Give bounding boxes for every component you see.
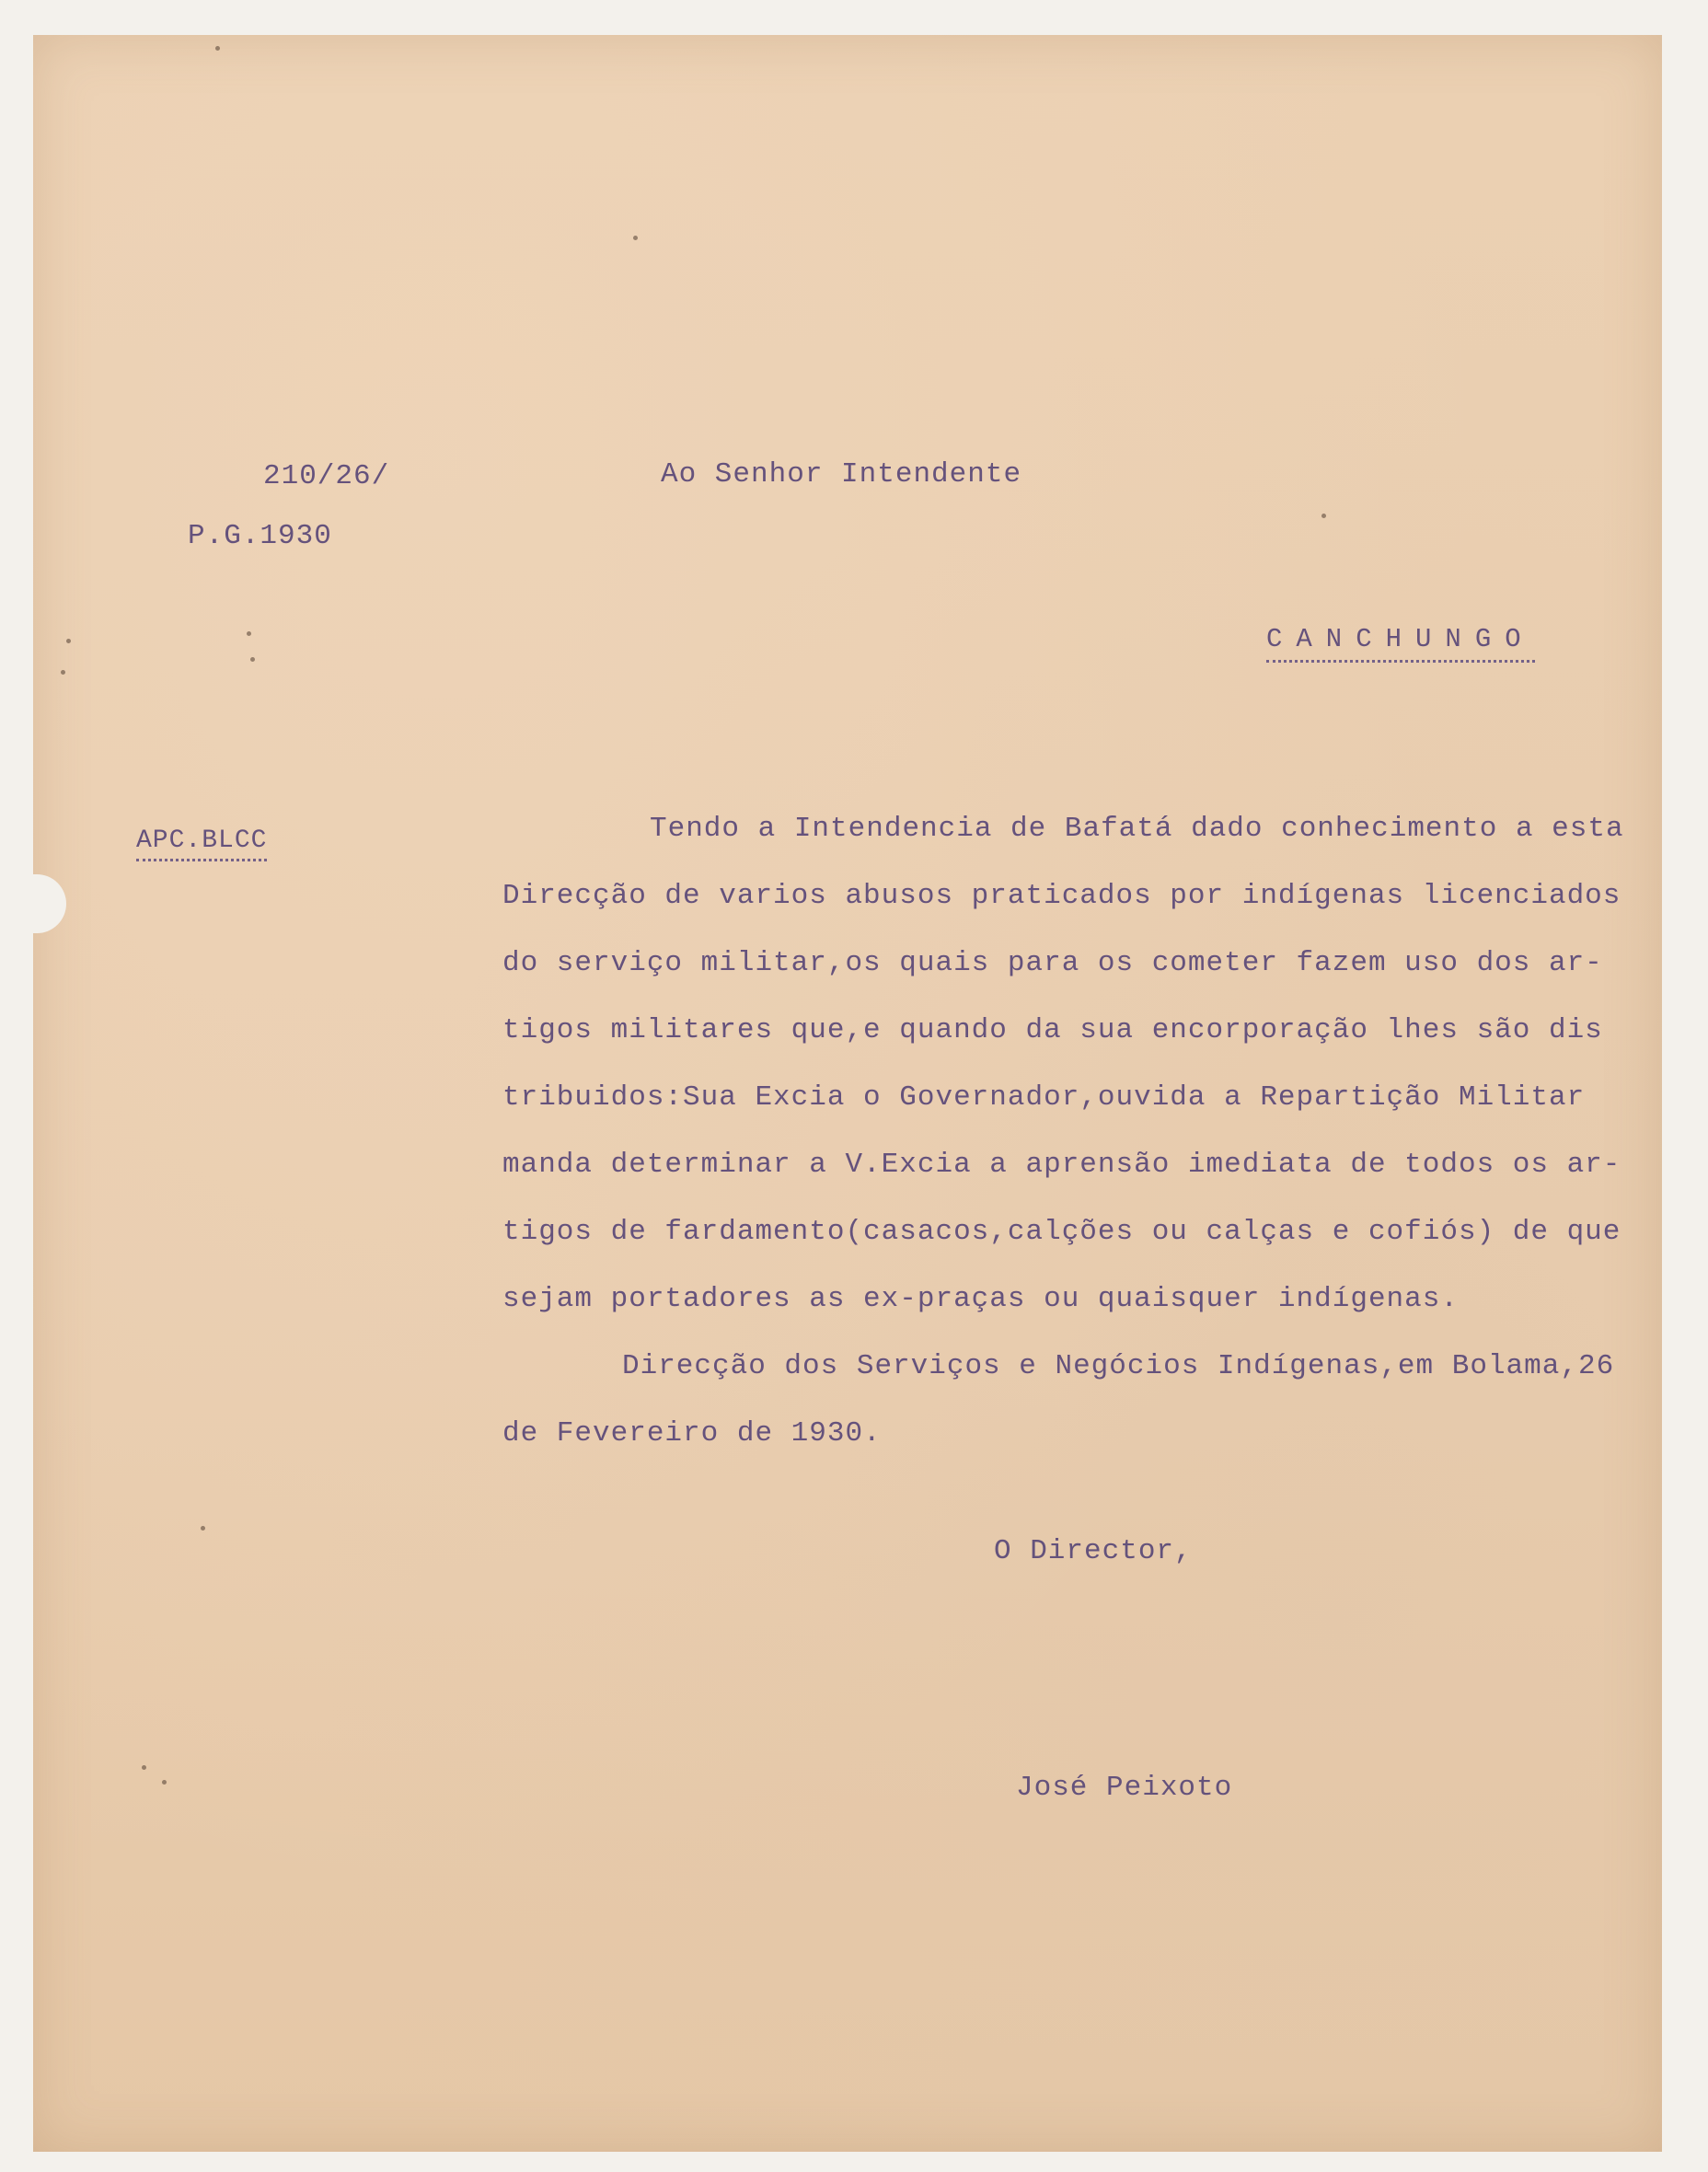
letter-body bbox=[502, 795, 1653, 1467]
ink-speck bbox=[201, 1526, 205, 1531]
body-line: tribuidos:Sua Excia o Governador,ouvida a Repartição Militar bbox=[502, 1081, 1586, 1114]
ink-speck bbox=[142, 1765, 146, 1770]
body-line: Direcção de varios abusos praticados por indígenas licenciados bbox=[502, 880, 1621, 912]
paper-tear bbox=[33, 874, 66, 933]
closing: O Director, bbox=[994, 1535, 1193, 1567]
ink-speck bbox=[215, 46, 220, 51]
signature: José Peixoto bbox=[1016, 1772, 1233, 1804]
body-line: manda determinar a V.Excia a aprensão imediata de todos os ar- bbox=[502, 1149, 1621, 1181]
destination: CANCHUNGO bbox=[1266, 624, 1535, 663]
letter-page bbox=[33, 35, 1662, 2152]
body-line: sejam portadores as ex-praças ou quaisquer indígenas. bbox=[502, 1283, 1459, 1315]
ink-speck bbox=[633, 236, 638, 240]
ink-speck bbox=[250, 657, 255, 662]
ink-speck bbox=[1321, 514, 1326, 518]
annotation: APC.BLCC bbox=[136, 826, 267, 861]
body-line: tigos militares que,e quando da sua encorporação lhes são dis bbox=[502, 1014, 1603, 1046]
body-line: de Fevereiro de 1930. bbox=[502, 1417, 882, 1450]
body-line: tigos de fardamento(casacos,calções ou calças e cofiós) de que bbox=[502, 1216, 1621, 1248]
body-line: Tendo a Intendencia de Bafatá dado conhecimento a esta bbox=[650, 813, 1624, 845]
reference-year: P.G.1930 bbox=[188, 520, 332, 552]
reference-number: 210/26/ bbox=[263, 460, 390, 492]
body-line: do serviço militar,os quais para os cometer fazem uso dos ar- bbox=[502, 947, 1603, 979]
ink-speck bbox=[162, 1780, 167, 1785]
addressee: Ao Senhor Intendente bbox=[661, 458, 1022, 491]
ink-speck bbox=[247, 631, 251, 636]
ink-speck bbox=[66, 639, 71, 643]
ink-speck bbox=[61, 670, 65, 675]
body-line: Direcção dos Serviços e Negócios Indígenas,em Bolama,26 bbox=[622, 1350, 1615, 1382]
